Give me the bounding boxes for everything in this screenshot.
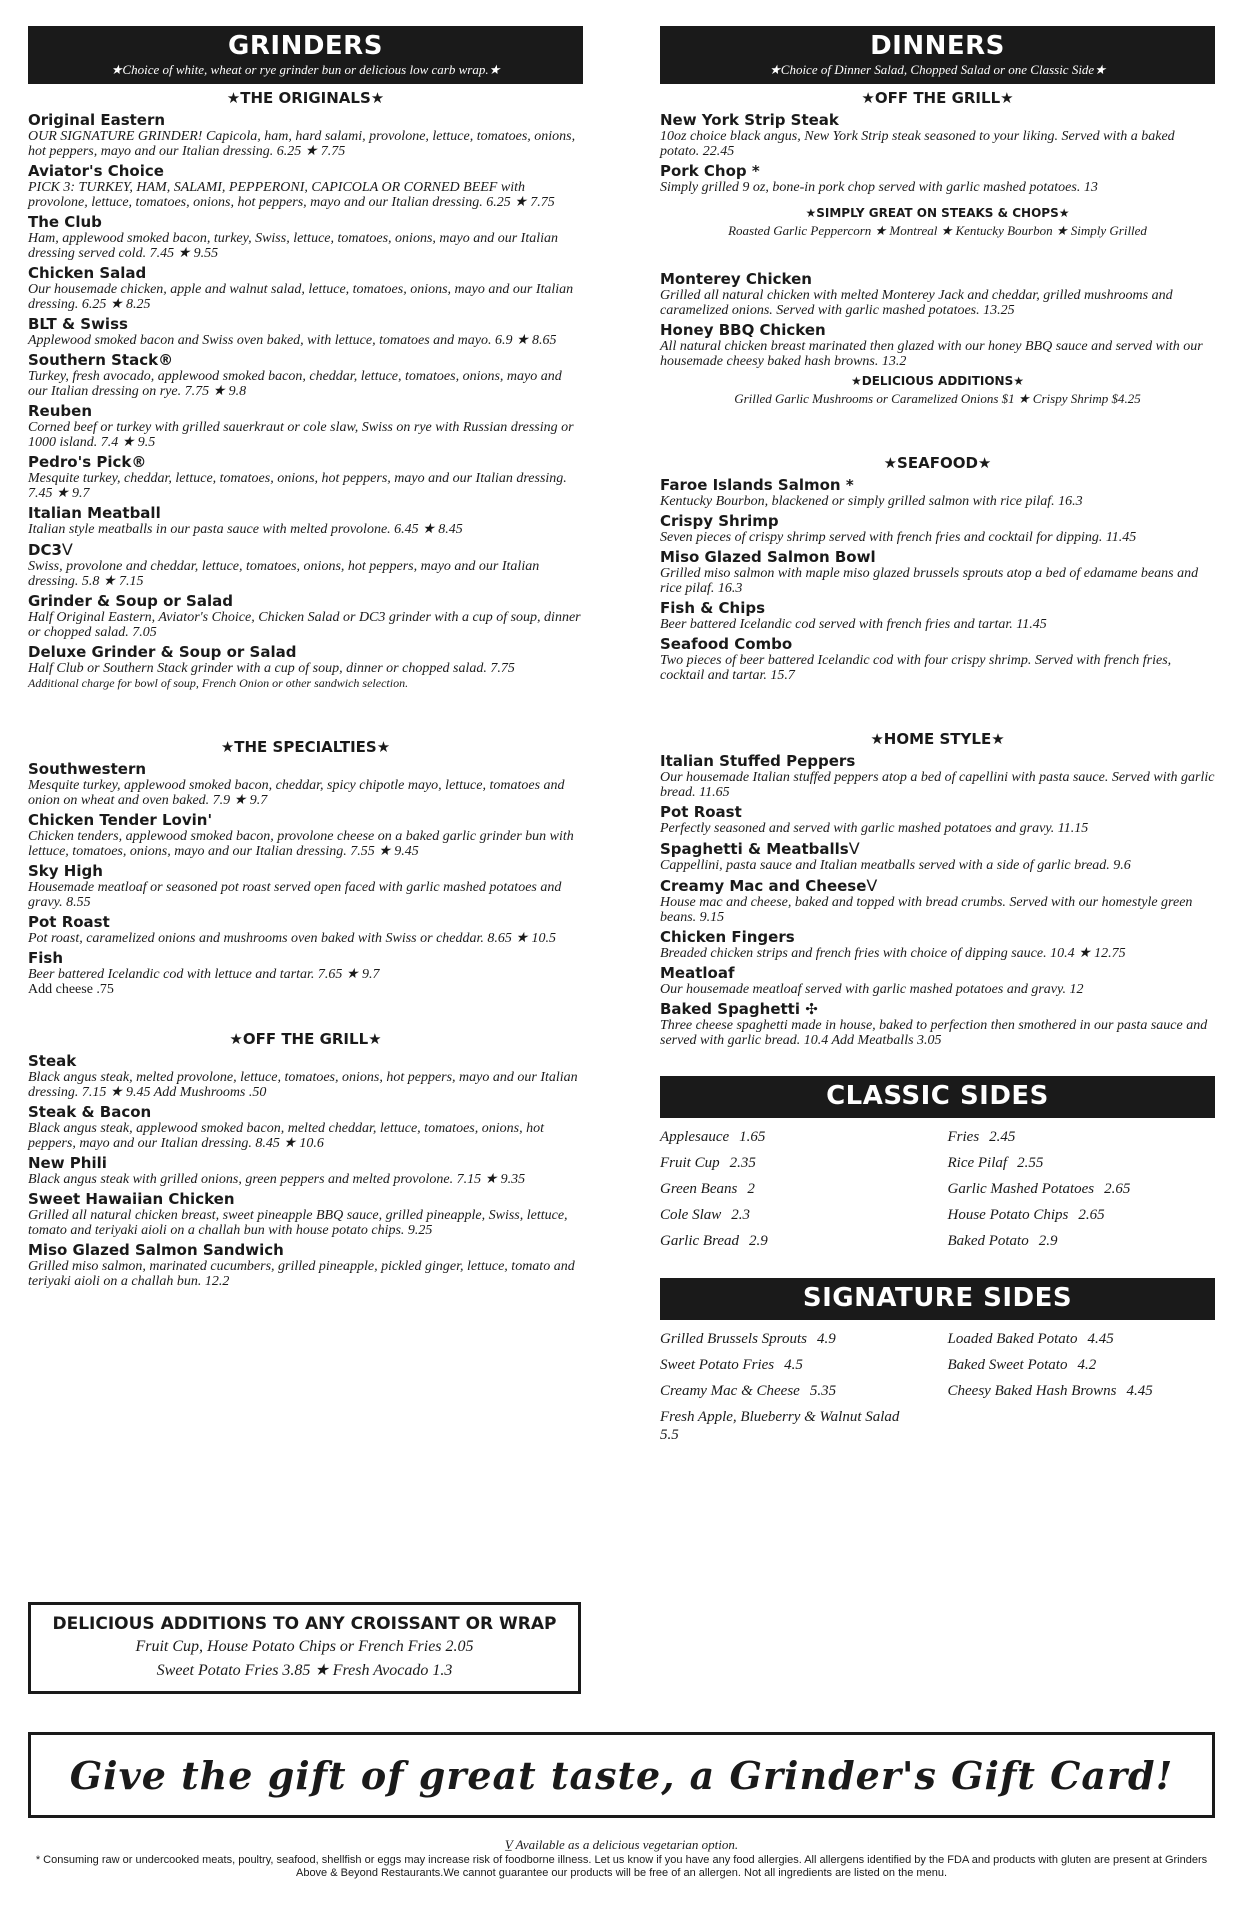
menu-item-name: Italian Stuffed Peppers	[660, 752, 856, 770]
menu-item	[28, 1242, 583, 1289]
menu-item-desc: Italian style meatballs in our pasta sauce with melted provolone. 6.45 ★ 8.45	[28, 522, 463, 537]
menu-item-desc: 10oz choice black angus, New York Strip steak seasoned to your liking. Served with a baked potato. 22.45	[660, 129, 1175, 159]
side-item	[660, 1206, 928, 1224]
side-item	[948, 1206, 1216, 1224]
menu-item	[660, 840, 1215, 873]
menu-item-desc: Seven pieces of crispy shrimp served with french fries and cocktail for dipping. 11.45	[660, 530, 1137, 545]
menu-item	[28, 112, 583, 159]
menu-item-desc: Our housemade meatloaf served with garlic mashed potatoes and gravy. 12	[660, 982, 1084, 997]
menu-item-desc: Mesquite turkey, applewood smoked bacon, cheddar, spicy chipotle mayo, lettuce, tomatoes and onion on wheat and oven baked. 7.9 ★ 9.7	[28, 778, 565, 808]
side-item	[660, 1356, 928, 1374]
dinners-banner	[660, 26, 1215, 84]
menu-item-name: Pot Roast	[660, 803, 742, 821]
footer	[28, 1836, 1215, 1880]
menu-item-desc: Pot roast, caramelized onions and mushrooms oven baked with Swiss or cheddar. 8.65 ★ 10.5	[28, 931, 556, 946]
menu-item-name: Honey BBQ Chicken	[660, 321, 826, 339]
menu-item-desc: Mesquite turkey, cheddar, lettuce, tomatoes, onions, hot peppers, mayo and our Italian dressing. 7.45 ★ 9.7	[28, 471, 567, 501]
menu-item-name: Original Eastern	[28, 111, 166, 129]
side-name: Fruit Cup	[660, 1155, 720, 1171]
menu-item-desc: Half Original Eastern, Aviator's Choice, Chicken Salad or DC3 grinder with a cup of soup, dinner or chopped salad. 7.05	[28, 610, 581, 640]
menu-item-name: Chicken Tender Lovin'	[28, 811, 213, 829]
menu-item-desc: Housemade meatloaf or seasoned pot roast served open faced with garlic mashed potatoes and gravy. 8.55	[28, 880, 562, 910]
dinners-subtitle: ★Choice of Dinner Salad, Chopped Salad or one Classic Side★	[769, 62, 1106, 77]
side-price: 2.45	[989, 1129, 1016, 1145]
side-price: 4.45	[1126, 1383, 1153, 1399]
menu-item	[28, 316, 583, 348]
side-price: 2.55	[1017, 1155, 1044, 1171]
menu-item	[660, 929, 1215, 961]
menu-item-name: Chicken Fingers	[660, 928, 795, 946]
veg-leaf-icon: V̲	[504, 1837, 513, 1852]
side-name: Garlic Bread	[660, 1233, 740, 1249]
menu-item-name: Grinder & Soup or Salad	[28, 592, 233, 610]
grinder-grill-heading: ★OFF THE GRILL★	[229, 1030, 382, 1048]
menu-item-desc: House mac and cheese, baked and topped with bread crumbs. Served with our homestyle green beans. 9.15	[660, 895, 1193, 925]
menu-item-name: Pedro's Pick®	[28, 453, 147, 471]
menu-item-desc: Black angus steak, applewood smoked bacon, melted cheddar, lettuce, tomatoes, onions, hot peppers, mayo and our Italian dressing. 8.45 ★ 10.6	[28, 1121, 544, 1151]
additions-box-title: DELICIOUS ADDITIONS TO ANY CROISSANT OR WRAP	[52, 1614, 557, 1634]
dinner-grill-heading: ★OFF THE GRILL★	[861, 89, 1014, 107]
menu-item-name: The Club	[28, 213, 102, 231]
menu-item	[28, 812, 583, 859]
menu-item	[660, 513, 1215, 545]
menu-item	[660, 965, 1215, 997]
side-price: 2	[747, 1181, 755, 1197]
menu-item-desc: Simply grilled 9 oz, bone-in pork chop served with garlic mashed potatoes. 13	[660, 180, 1098, 195]
side-name: Green Beans	[660, 1181, 738, 1197]
veg-note	[28, 1836, 1215, 1854]
menu-item-name: Meatloaf	[660, 964, 735, 982]
menu-item-name: Crispy Shrimp	[660, 512, 779, 530]
menu-item-name: Fish & Chips	[660, 599, 766, 617]
originals-heading: ★THE ORIGINALS★	[226, 89, 385, 107]
menu-item-desc: Grilled all natural chicken breast, sweet pineapple BBQ sauce, grilled pineapple, Swiss, lettuce, tomato and teriyaki aioli on a challah bun with house potato chips. 9.25	[28, 1208, 568, 1238]
side-name: Garlic Mashed Potatoes	[947, 1181, 1095, 1197]
menu-item-name: Sky High	[28, 862, 103, 880]
dinner-additions-heading: ★DELICIOUS ADDITIONS★	[850, 374, 1025, 388]
home-style-heading: ★HOME STYLE★	[870, 730, 1005, 748]
classic-sides-list	[660, 1128, 1215, 1250]
menu-item-desc: All natural chicken breast marinated then glazed with our honey BBQ sauce and served with our housemade cheesy baked hash browns. 13.2	[660, 339, 1203, 369]
dinner-grill-list	[660, 112, 1215, 195]
side-name: Creamy Mac & Cheese	[660, 1383, 800, 1399]
menu-item-extra: Add cheese .75	[28, 982, 114, 997]
additions-box-line1: Fruit Cup, House Potato Chips or French Fries 2.05	[135, 1638, 474, 1655]
side-name: Baked Potato	[947, 1233, 1029, 1249]
menu-item	[660, 1001, 1215, 1048]
menu-item	[660, 549, 1215, 596]
menu-item-desc: Grilled all natural chicken with melted Monterey Jack and cheddar, grilled mushrooms and caramelized onions. Served with garlic mashed potatoes. 13.25	[660, 288, 1173, 318]
menu-item	[28, 403, 583, 450]
side-price: 2.35	[729, 1155, 756, 1171]
side-price: 2.65	[1078, 1207, 1105, 1223]
menu-item-desc: Corned beef or turkey with grilled sauerkraut or cole slaw, Swiss on rye with Russian dressing or 1000 island. 7.4 ★ 9.5	[28, 420, 574, 450]
side-item	[660, 1232, 928, 1250]
menu-item-name: Sweet Hawaiian Chicken	[28, 1190, 235, 1208]
specialties-list	[28, 761, 583, 997]
menu-item	[28, 541, 583, 589]
menu-item-name: Aviator's Choice	[28, 162, 164, 180]
menu-item	[28, 914, 583, 946]
menu-item	[28, 454, 583, 501]
side-item	[660, 1128, 928, 1146]
menu-item	[28, 1104, 583, 1151]
veg-leaf-icon: V	[61, 540, 73, 559]
menu-item-desc: PICK 3: TURKEY, HAM, SALAMI, PEPPERONI, CAPICOLA OR CORNED BEEF with provolone, lettuce, tomatoes, onions, hot peppers, mayo and our Italian dressing. 6.25 ★ 7.75	[28, 180, 555, 210]
grinder-grill-list	[28, 1053, 583, 1289]
menu-item-name: Southwestern	[28, 760, 147, 778]
side-price: 2.65	[1104, 1181, 1131, 1197]
menu-item-name: Reuben	[28, 402, 92, 420]
menu-item	[660, 877, 1215, 925]
menu-item-name: New Phili	[28, 1154, 107, 1172]
menu-item-name: Chicken Salad	[28, 264, 147, 282]
menu-item-name: Miso Glazed Salmon Bowl	[660, 548, 876, 566]
menu-item	[660, 753, 1215, 800]
menu-item-desc: Black angus steak, melted provolone, lettuce, tomatoes, onions, hot peppers, mayo and our Italian dressing. 7.15 ★ 9.45 Add Mushrooms .50	[28, 1070, 578, 1100]
menu-item-desc: Grilled miso salmon, marinated cucumbers, grilled pineapple, pickled ginger, lettuce, tomato and teriyaki aioli on a challah bun. 12.2	[28, 1259, 575, 1289]
menu-item-name: Italian Meatball	[28, 504, 161, 522]
side-name: Cole Slaw	[660, 1207, 722, 1223]
menu-item-desc: Cappellini, pasta sauce and Italian meatballs served with a side of garlic bread. 9.6	[660, 858, 1131, 873]
menu-item-name: Steak	[28, 1052, 77, 1070]
side-name: Applesauce	[660, 1129, 730, 1145]
menu-item-desc: Swiss, provolone and cheddar, lettuce, tomatoes, onions, hot peppers, mayo and our Italian dressing. 5.8 ★ 7.15	[28, 559, 540, 589]
grinders-subtitle: ★Choice of white, wheat or rye grinder bun or delicious low carb wrap.★	[110, 62, 501, 77]
menu-item-desc: Turkey, fresh avocado, applewood smoked bacon, cheddar, lettuce, tomatoes, onions, mayo and our Italian dressing on rye. 7.75 ★ 9.8	[28, 369, 562, 399]
side-name: Cheesy Baked Hash Browns	[947, 1383, 1117, 1399]
specialties-heading: ★THE SPECIALTIES★	[220, 738, 391, 756]
menu-item	[28, 1155, 583, 1187]
menu-item-desc: Beer battered Icelandic cod with lettuce and tartar. 7.65 ★ 9.7	[28, 967, 380, 982]
veg-note-text: Available as a delicious vegetarian option.	[515, 1837, 739, 1852]
grinders-banner	[28, 26, 583, 84]
menu-item	[28, 214, 583, 261]
menu-item	[660, 477, 1215, 509]
side-item	[948, 1356, 1216, 1374]
side-price: 4.45	[1087, 1331, 1114, 1347]
veg-leaf-icon: V	[866, 876, 878, 895]
dinners-column	[660, 26, 1215, 1444]
menu-item-desc: Our housemade chicken, apple and walnut salad, lettuce, tomatoes, onions, mayo and our Italian dressing. 6.25 ★ 8.25	[28, 282, 574, 312]
menu-item-desc: Chicken tenders, applewood smoked bacon, provolone cheese on a baked garlic grinder bun with lettuce, tomatoes, onions, mayo and our Italian dressing. 7.55 ★ 9.45	[28, 829, 574, 859]
menu-item-desc: Kentucky Bourbon, blackened or simply grilled salmon with rice pilaf. 16.3	[660, 494, 1083, 509]
side-name: House Potato Chips	[947, 1207, 1069, 1223]
signature-sides-list	[660, 1330, 1215, 1444]
side-name: Fries	[947, 1129, 980, 1145]
gift-card-text: Give the gift of great taste, a Grinder's Gift Card!	[69, 1752, 1174, 1798]
additions-box-line2: Sweet Potato Fries 3.85 ★ Fresh Avocado 1.3	[156, 1662, 453, 1679]
menu-item	[28, 761, 583, 808]
steaks-chops-heading: ★SIMPLY GREAT ON STEAKS & CHOPS★	[805, 206, 1070, 220]
menu-item	[28, 644, 583, 691]
menu-item	[28, 863, 583, 910]
disclaimer: * Consuming raw or undercooked meats, poultry, seafood, shellfish or eggs may increase risk of foodborne illness. Let us know if you have any food allergies. All allergens identified by the FDA and products with gluten are present at Grinders Above & Beyond Restaurants.We cannot guarantee our products will be free of an allergen. Not all ingredients are listed on the menu.	[35, 1854, 1208, 1879]
menu-item	[660, 636, 1215, 683]
menu-item-name: BLT & Swiss	[28, 315, 128, 333]
grinders-column	[28, 26, 583, 1289]
menu-item-name: Steak & Bacon	[28, 1103, 152, 1121]
veg-leaf-icon: V	[848, 839, 860, 858]
menu-item-desc: Breaded chicken strips and french fries with choice of dipping sauce. 10.4 ★ 12.75	[660, 946, 1126, 961]
side-item	[948, 1180, 1216, 1198]
menu-item	[28, 265, 583, 312]
side-item	[948, 1382, 1216, 1400]
seafood-list	[660, 477, 1215, 683]
menu-item-desc: Black angus steak with grilled onions, green peppers and melted provolone. 7.15 ★ 9.35	[28, 1172, 526, 1187]
menu-item-note: Additional charge for bowl of soup, French Onion or other sandwich selection.	[28, 676, 409, 690]
menu-item	[28, 163, 583, 210]
side-price: 5.35	[809, 1383, 837, 1399]
grinders-title: GRINDERS	[228, 31, 383, 61]
menu-item-name: Fish	[28, 949, 63, 967]
side-name: Baked Sweet Potato	[947, 1357, 1068, 1373]
seafood-heading: ★SEAFOOD★	[883, 454, 992, 472]
menu-item-name: New York Strip Steak	[660, 111, 839, 129]
menu-item-desc: Grilled miso salmon with maple miso glazed brussels sprouts atop a bed of edamame beans and rice pilaf. 16.3	[660, 566, 1199, 596]
menu-item-desc: Half Club or Southern Stack grinder with a cup of soup, dinner or chopped salad. 7.75	[28, 661, 515, 676]
side-name: Fresh Apple, Blueberry & Walnut Salad	[660, 1409, 900, 1425]
menu-item-name: Seafood Combo	[660, 635, 793, 653]
menu-item-desc: OUR SIGNATURE GRINDER! Capicola, ham, hard salami, provolone, lettuce, tomatoes, onions, hot peppers, mayo and our Italian dressing. 6.25 ★ 7.75	[28, 129, 576, 159]
menu-item-desc: Our housemade Italian stuffed peppers atop a bed of capellini with pasta sauce. Served with garlic bread. 11.65	[660, 770, 1215, 800]
menu-item-name: Southern Stack®	[28, 351, 174, 369]
signature-sides-banner	[660, 1278, 1215, 1320]
side-name: Loaded Baked Potato	[947, 1331, 1078, 1347]
side-price: 4.5	[784, 1357, 803, 1373]
side-price: 4.9	[816, 1331, 836, 1347]
menu-item-name: Creamy Mac and CheeseV	[660, 876, 878, 895]
additions-box	[28, 1602, 581, 1694]
classic-sides-title: CLASSIC SIDES	[826, 1081, 1049, 1111]
menu-item-desc: Beer battered Icelandic cod served with french fries and tartar. 11.45	[660, 617, 1047, 632]
menu-item	[660, 600, 1215, 632]
menu-item	[28, 950, 583, 997]
menu-item-desc: Three cheese spaghetti made in house, baked to perfection then smothered in our pasta sauce and served with garlic bread. 10.4 Add Meatballs 3.05	[660, 1018, 1208, 1048]
menu-item	[28, 505, 583, 537]
side-name: Sweet Potato Fries	[660, 1357, 775, 1373]
menu-item-name: Pork Chop *	[660, 162, 760, 180]
menu-item-desc: Two pieces of beer battered Icelandic cod with four crispy shrimp. Served with french fries, cocktail and tartar. 15.7	[660, 653, 1172, 683]
side-price: 5.5	[660, 1427, 679, 1443]
menu-item-name: Faroe Islands Salmon *	[660, 476, 854, 494]
menu-item	[660, 112, 1215, 159]
steaks-chops-line: Roasted Garlic Peppercorn ★ Montreal ★ Kentucky Bourbon ★ Simply Grilled	[728, 223, 1147, 238]
menu-item-name: Pot Roast	[28, 913, 110, 931]
menu-item-desc: Perfectly seasoned and served with garlic mashed potatoes and gravy. 11.15	[660, 821, 1089, 836]
menu-item-name: Miso Glazed Salmon Sandwich	[28, 1241, 284, 1259]
side-item	[660, 1382, 928, 1400]
menu-item-desc: Applewood smoked bacon and Swiss oven baked, with lettuce, tomatoes and mayo. 6.9 ★ 8.65	[28, 333, 557, 348]
menu-item	[660, 322, 1215, 369]
signature-sides-title: SIGNATURE SIDES	[802, 1283, 1073, 1313]
side-price: 4.2	[1077, 1357, 1097, 1373]
side-item	[948, 1128, 1216, 1146]
menu-item	[28, 1191, 583, 1238]
menu-item	[28, 593, 583, 640]
side-item	[660, 1408, 928, 1444]
side-price: 2.9	[1038, 1233, 1058, 1249]
menu-item	[660, 804, 1215, 836]
menu-item	[660, 271, 1215, 318]
menu-item-name: Monterey Chicken	[660, 270, 812, 288]
dinner-additions-line: Grilled Garlic Mushrooms or Caramelized Onions $1 ★ Crispy Shrimp $4.25	[734, 391, 1141, 406]
side-name: Grilled Brussels Sprouts	[660, 1331, 807, 1347]
menu-item	[28, 1053, 583, 1100]
side-item	[948, 1154, 1216, 1172]
menu-item-name: Spaghetti & MeatballsV	[660, 839, 860, 858]
side-price: 2.3	[731, 1207, 751, 1223]
menu-item-name: Baked Spaghetti ✣	[660, 1000, 818, 1018]
home-style-list	[660, 753, 1215, 1048]
side-item	[660, 1330, 928, 1348]
dinners-title: DINNERS	[870, 31, 1005, 61]
menu-item-name: Deluxe Grinder & Soup or Salad	[28, 643, 297, 661]
side-price: 1.65	[739, 1129, 766, 1145]
menu-item	[28, 352, 583, 399]
menu-item-name: DC3V	[28, 540, 73, 559]
menu-item	[660, 163, 1215, 195]
side-name: Rice Pilaf	[947, 1155, 1008, 1171]
side-item	[948, 1232, 1216, 1250]
side-price: 2.9	[749, 1233, 768, 1249]
menu-item-desc: Ham, applewood smoked bacon, turkey, Swiss, lettuce, tomatoes, onions, mayo and our Italian dressing served cold. 7.45 ★ 9.55	[28, 231, 558, 261]
classic-sides-banner	[660, 1076, 1215, 1118]
side-item	[660, 1180, 928, 1198]
originals-list	[28, 112, 583, 691]
dinner-chicken-list	[660, 271, 1215, 369]
side-item	[948, 1330, 1216, 1348]
gift-card-banner	[28, 1732, 1215, 1818]
side-item	[660, 1154, 928, 1172]
